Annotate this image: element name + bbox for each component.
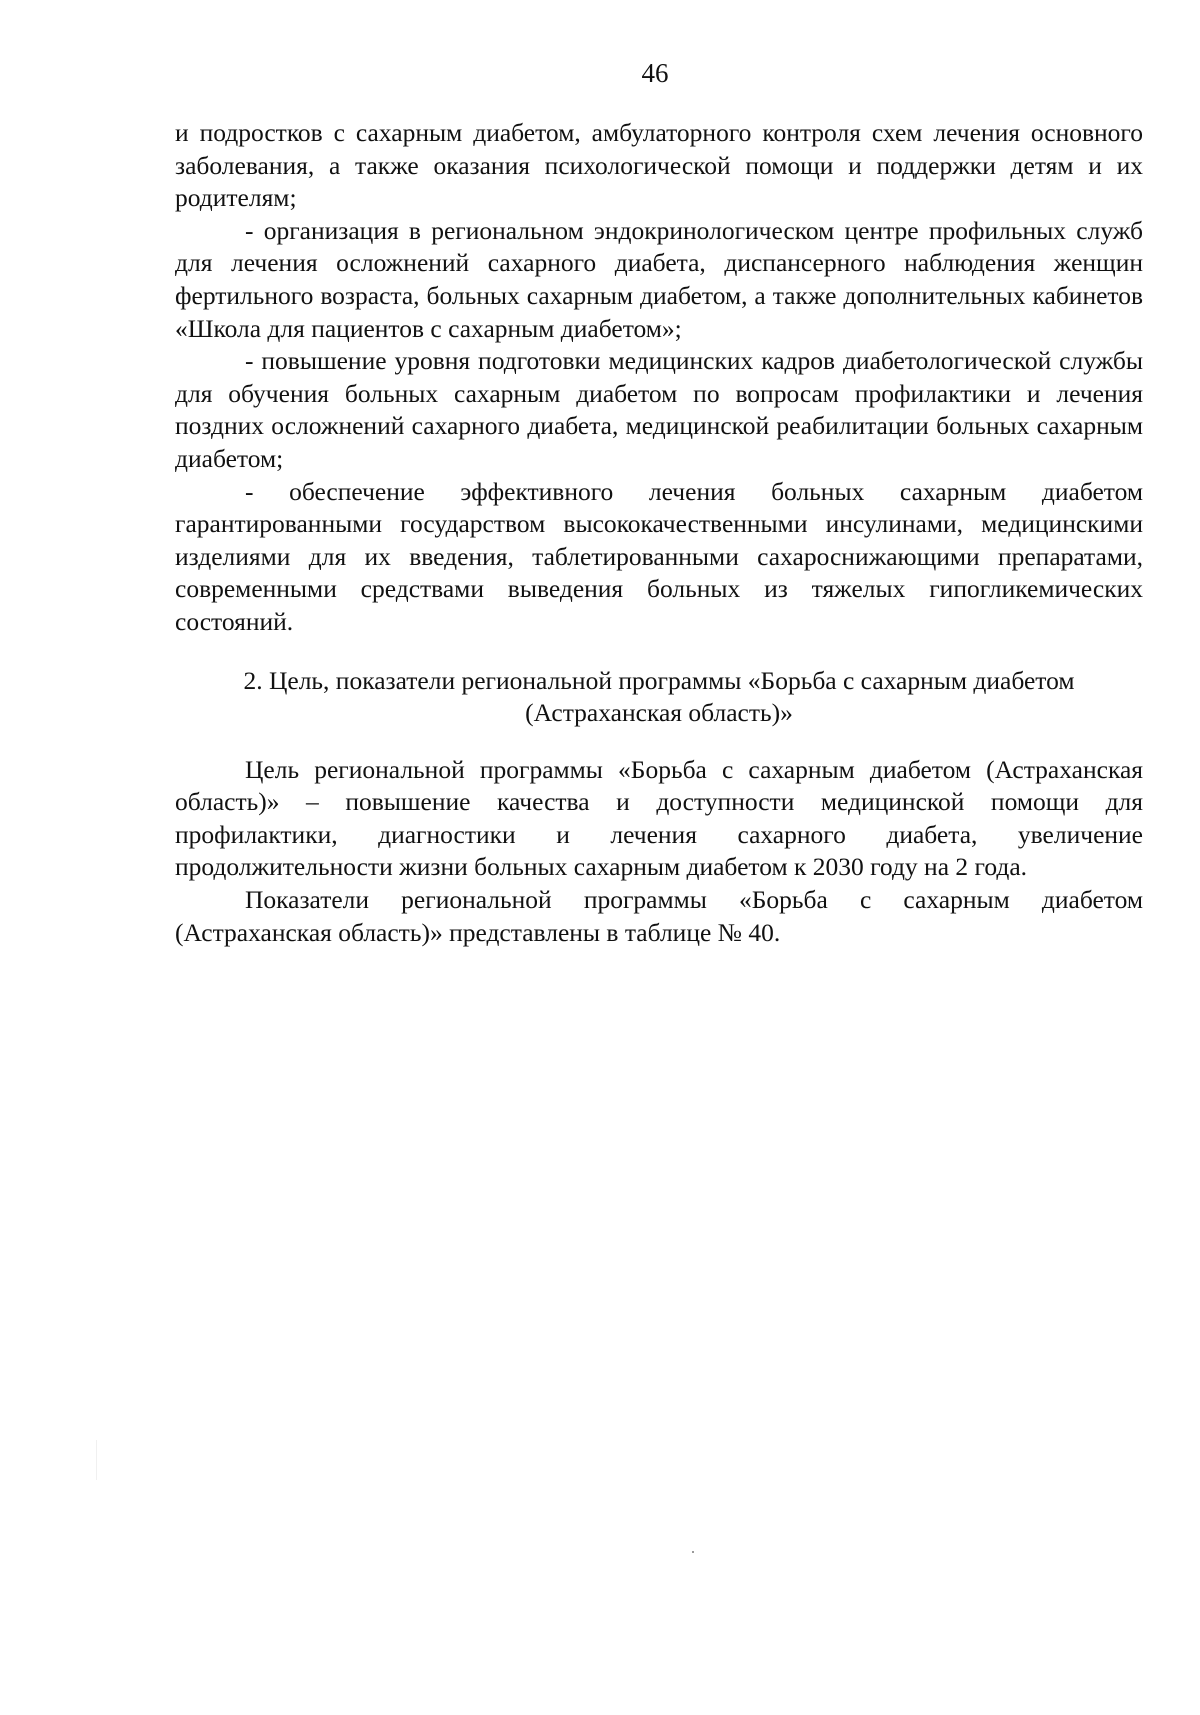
paragraph-continuation: и подростков с сахарным диабетом, амбулаторного контроля схем лечения основного заболевания, а также оказания психологической помощи и поддержки детям и их родителям; — [175, 118, 1143, 213]
list-item-endocrinology-center: - организация в региональном эндокринологическом центре профильных служб для лечения осложнений сахарного диабета, диспансерного наблюдения женщин фертильного возраста, больных сахарным диабетом, а также дополнительных кабинетов «Школа для пациентов с сахарным диабетом»; — [175, 215, 1143, 343]
document-body — [175, 117, 1143, 949]
paragraph-program-goal: Цель региональной программы «Борьба с сахарным диабетом (Астраханская область)» – повышение качества и доступности медицинской помощи для профилактики, диагностики и лечения сахарного диабета, увеличение продолжительности жизни больных сахарным диабетом к 2030 году на 2 года. — [175, 754, 1143, 882]
list-item-staff-training: - повышение уровня подготовки медицинских кадров диабетологической службы для обучения больных сахарным диабетом по вопросам профилактики и лечения поздних осложнений сахарного диабета, медицинской реабилитации больных сахарным диабетом; — [175, 346, 1143, 473]
section-heading-line-1: 2. Цель, показатели региональной программы «Борьба с сахарным диабетом — [243, 665, 1075, 695]
paragraph-program-indicators: Показатели региональной программы «Борьба с сахарным диабетом (Астраханская область)» представлены в таблице № 40. — [175, 885, 1143, 947]
section-heading-line-2: (Астраханская область)» — [525, 698, 793, 728]
section-heading — [175, 665, 1143, 730]
scan-artifact-dot — [692, 1551, 694, 1553]
list-item-treatment-provision: - обеспечение эффективного лечения больных сахарным диабетом гарантированными государством высококачественными инсулинами, медицинскими изделиями для их введения, таблетированными сахароснижающими препаратами, современными средствами выведения больных из тяжелых гипогликемических состояний. — [175, 476, 1143, 636]
scan-artifact-line — [96, 1440, 97, 1480]
page-number: 46 — [641, 58, 669, 88]
